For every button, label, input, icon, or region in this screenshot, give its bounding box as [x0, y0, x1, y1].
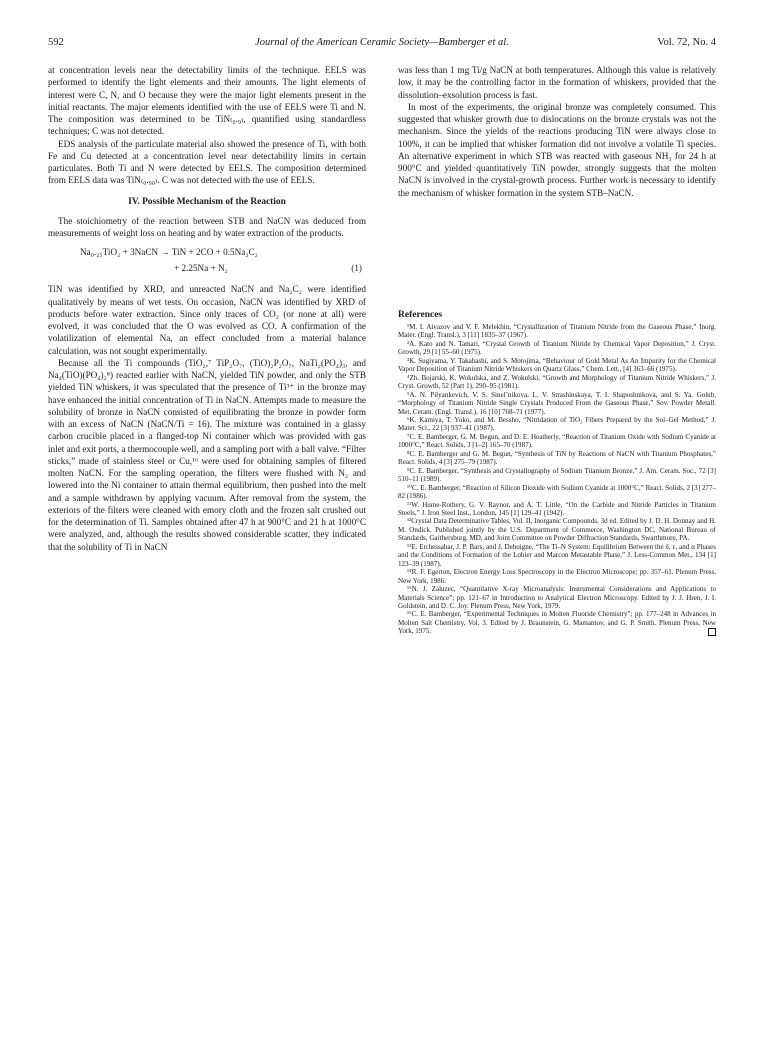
reference-item: ¹³E. Etchessahar, J. P. Bars, and J. Debuigne, “The Ti–N System: Equilibrium Between the δ, ε, and α Phases and the Conditions of Formation of the Lobier and Marcon Metastable Phase,” J. Less-Common Met., 134 [1] 123–39 (1987). — [398, 542, 716, 568]
reference-item: ¹⁰C. E. Bamberger, “Reaction of Silicon Dioxide with Sodium Cyanide at 1000°C,” React. Solids, 2 [3] 277–82 (1986). — [398, 483, 716, 501]
page-number: 592 — [48, 37, 64, 48]
paragraph: EDS analysis of the particulate material also showed the presence of Ti, with both Fe and Cu detected at a concentration level near detectability limits in certain particulates. Both Ti and N were detected by EELS. The composition determined from EELS data was TiN₍₀.₉₀₎. C was not detected with the use of EELS. — [48, 138, 366, 186]
reference-item: ⁶K. Kamiya, T. Yoko, and M. Bessho, “Nitridation of TiO₂ Fibers Prepared by the Sol–Gel Method,” J. Mater. Sci., 22 [3] 937–41 (1987). — [398, 415, 716, 433]
reaction-equation — [48, 246, 366, 278]
reference-item: ⁵A. N. Pilyankevich, V. S. Sinel’nikova, L. V. Strashinskaya, T. I. Shaposhnikova, and S. Ya. Golub, “Morphology of Titanium Nitride Single Crystals Produced From the Gaseous Phase,” Sov. Powder Metall. Met. Ceram. (Engl. Transl.), 16 [10] 768–71 (1977). — [398, 390, 716, 416]
reference-item: ¹M. I. Aivazov and V. F. Melekhin, “Crystallization of Titanium Nitride from the Gaseous Phase,” Inorg. Mater. (Engl. Transl.), 3 [11] 1835–37 (1967). — [398, 323, 716, 340]
reference-item: ²A. Kato and N. Tamari, “Crystal Growth of Titanium Nitride by Chemical Vapor Deposition,” J. Cryst. Growth, 29 [1] 55–60 (1975). — [398, 339, 716, 357]
reference-item: ⁴Zh. Bojarski, K. Wokulska, and Z. Wokulski, “Growth and Morphology of Titanium Nitride Whiskers,” J. Cryst. Growth, 52 (Part 1), 290–95 (1981). — [398, 373, 716, 391]
reference-item: ¹²Crystal Data Determinative Tables, Vol. II, Inorganic Compounds, 3d ed. Edited by J. D. H. Donnay and H. M. Ondick. Published jointly by the U.S. Department of Commerce, Washington DC, National Bureau of Standards, Gaithersburg, MD, and Joint Committee on Powder Diffraction Standards, Swarthmore, PA. — [398, 517, 716, 543]
reference-item: ⁹C. E. Bamberger, “Synthesis and Crystallography of Sodium Titanium Bronze,” J. Am. Ceram. Soc., 72 [3] 510–11 (1989). — [398, 466, 716, 484]
section-heading: IV. Possible Mechanism of the Reaction — [128, 196, 286, 207]
references-heading: References — [398, 310, 443, 320]
reference-list — [398, 323, 716, 636]
left-column — [48, 64, 366, 553]
paragraph: In most of the experiments, the original bronze was completely consumed. This suggested that whisker growth due to dislocations on the bronze crystals was not the mechanism. Since the yields of the reactions producing TiN were always close to 100%, it can be implied that whisker formation did not involve a volatile Ti species. An alternative experiment in which STB was reacted with gaseous NH₃ for 24 h at 900°C and yielded quantitatively TiN powder, strongly suggests that the molten NaCN is involved in the crystal-growth process. Further work is necessary to identify the mechanism of whisker formation in the system STB–NaCN. — [398, 101, 716, 198]
end-of-article-mark-icon — [708, 628, 716, 636]
equation-number: (1) — [351, 263, 362, 274]
journal-title: Journal of the American Ceramic Society—Bamberger et al. — [255, 37, 509, 48]
reference-item: ¹¹W. Hume-Rothery, G. V. Raynor, and A. T. Little, “On the Carbide and Nitride Particles in Titanium Steels,” J. Iron Steel Inst., London, 145 [1] 129–41 (1942). — [398, 500, 716, 517]
reference-item: ¹⁵N. J. Zaluzec, “Quantitative X-ray Microanalysis: Instrumental Considerations and Applications to Materials Science”; pp. 121–67 in Introduction to Analytical Electron Microscopy. Edited by J. J. Hren, J. I. Goldstein, and D. C. Joy. Plenum Press, New York, 1979. — [398, 585, 716, 610]
reference-item: ⁷C. E. Bamberger, G. M. Begun, and D. E. Heatherly, “Reaction of Titanium Oxide with Sodium Cyanide at 1000°C,” React. Solids, 3 [1–2] 165–70 (1987). — [398, 432, 716, 450]
paragraph: TiN was identified by XRD, and unreacted NaCN and Na₂C₂ were identified qualitatively by means of wet tests. On occasion, NaCN was identified by XRD of products before water extraction. Since only traces of CO₂ (or none at all) were evolved, it was concluded that the O was evolved as CO. A confirmation of the volatilization of elemental Na, an effect concluded from a material balance calculation, was not sought experimentally. — [48, 284, 366, 356]
reference-item: ³K. Sugiyama, Y. Takahashi, and S. Motojima, “Behaviour of Gold Metal As An Impurity for the Chemical Vapor Deposition of Titanium Nitride Whiskers on Quartz Glass,” Chem. Lett., [4] 363–66 (1975). — [398, 356, 716, 374]
running-header — [48, 36, 716, 50]
reference-item: ¹⁴R. F. Egerton, Electron Energy Loss Spectroscopy in the Electron Microscope; pp. 357–61. Plenum Press, New York, 1986. — [398, 568, 716, 585]
reference-text: ¹⁶C. E. Bamberger, “Experimental Techniques in Molten Fluoride Chemistry”; pp. 177–248 in Advances in Molten Salt Chemistry, Vol. 3. Edited by J. Braunstein, G. Mamantov, and G. P. Smith. Plenum Press, New York, 1975. — [398, 610, 716, 636]
paragraph: at concentration levels near the detectability limits of the technique. EELS was performed to identify the light elements and their amounts. The light elements of interest were C, N, and O because they were the major light elements present in the initial reactants. The major elements identified with the use of EELS were Ti and N. The composition was determined to be TiN₍₀.₉₎, quantified using standardless techniques; C was not detected. — [48, 65, 366, 137]
equation-line: + 2.25Na + N₂ — [174, 263, 228, 274]
equation-line: Na₀.₂₅TiO₂ + 3NaCN → TiN + 2CO + 0.5Na₂C₂ — [80, 247, 258, 258]
right-column — [398, 64, 716, 199]
paragraph: was less than 1 mg Ti/g NaCN at both temperatures. Although this value is relatively low, it may be the controlling factor in the formation of whiskers, provided that the dissolution–exsolution process is fast. — [398, 65, 716, 100]
volume-issue: Vol. 72, No. 4 — [657, 37, 716, 48]
paragraph: Because all the Ti compounds (TiO₂,⁷ TiP₂O₇, (TiO)₂P₂O₇, NaTi₂(PO₄)₃, and Na₄(TiO)(PO₄)₂⁸) reacted earlier with NaCN, yielded TiN powder, and only the STB yielded TiN whiskers, it was speculated that the presence of Ti³⁺ in the bronze may have enhanced the initial concentration of Ti in NaCN. Attempts made to measure the solubility of bronze in NaCN consisted of equilibrating the bronze in powder form with an excess of NaCN (NaCN/Ti = 16). The mixture was contained in a glassy carbon crucible placed in a flanged-top Ni container which was provided with gas inlet and exit ports, a thermocouple well, and a sampling port with a ball valve. “Filter sticks,” made of stainless steel or Cu,¹⁶ were used for obtaining samples of filtered molten NaCN. For the sampling operation, the filters were flushed with N₂ and lowered into the Ni container to attain thermal equilibrium, then pushed into the melt and a sample withdrawn by applying vacuum. After removal from the system, the exteriors of the filters were cleaned with emory cloth and the frozen salt crushed out for the determination of Ti. Samples obtained after 47 h at 900°C and 21 h at 1000°C were analyzed, and, although the results showed considerable scatter, they indicated that the solubility of Ti in NaCN — [48, 357, 366, 552]
paragraph: The stoichiometry of the reaction between STB and NaCN was deduced from measurements of weight loss on heating and by water extraction of the products. — [48, 215, 366, 238]
reference-item — [398, 610, 716, 635]
reference-item: ⁸C. E. Bamberger and G. M. Begun, “Synthesis of TiN by Reactions of NaCN with Titanium Phosphates,” React. Solids, 4 [3] 275–79 (1987). — [398, 449, 716, 467]
references-section — [398, 310, 716, 636]
